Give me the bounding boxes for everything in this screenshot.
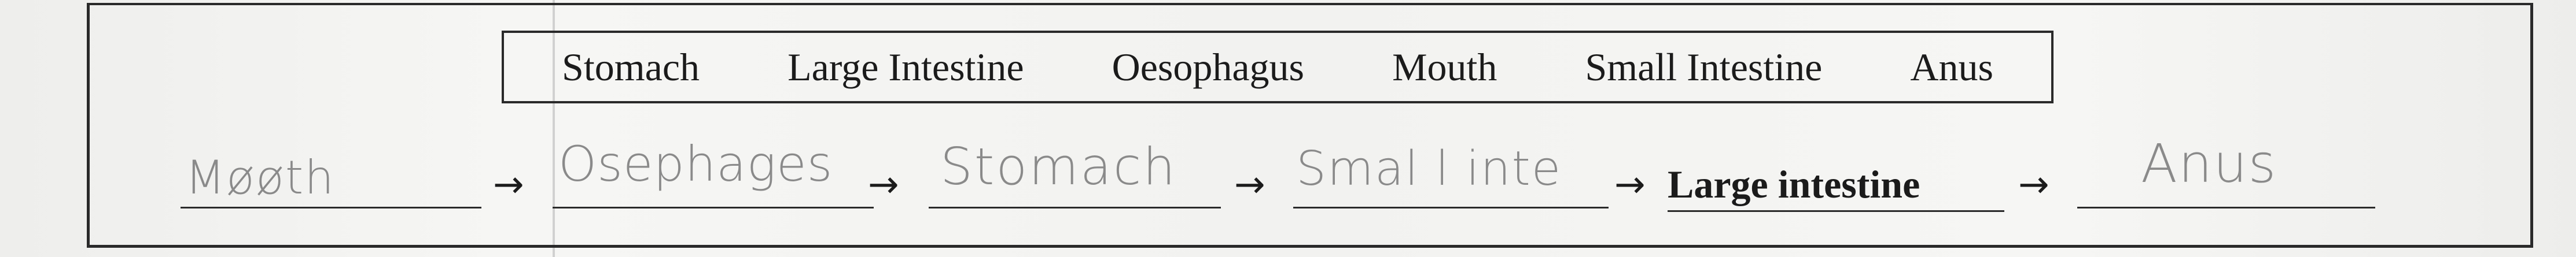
arrow-5: → <box>2018 163 2049 206</box>
handwritten-answer-1: Møøth <box>185 151 335 204</box>
word-bank-item: Small Intestine <box>1585 44 1823 89</box>
word-bank-item: Mouth <box>1392 44 1497 89</box>
answer-line-5 <box>2077 207 2375 208</box>
handwritten-answer-2: Osephages <box>558 136 833 192</box>
word-bank-item: Large Intestine <box>787 44 1024 89</box>
word-bank-item: Stomach <box>562 44 700 89</box>
handwritten-answer-4: Smal l inte <box>1296 141 1562 196</box>
arrow-3: → <box>1234 163 1265 206</box>
given-answer-underline <box>1668 210 2004 212</box>
handwritten-answer-3: Stomach <box>940 137 1177 196</box>
answer-line-3 <box>929 207 1221 208</box>
answer-line-2 <box>553 207 874 208</box>
given-answer: Large intestine <box>1668 162 1920 206</box>
handwritten-answer-5: Anus <box>2141 133 2277 195</box>
word-bank-box <box>502 31 2054 103</box>
answer-line-4 <box>1293 207 1609 208</box>
word-bank-item: Oesophagus <box>1112 44 1304 89</box>
arrow-4: → <box>1614 163 1646 206</box>
answer-line-1 <box>181 207 481 208</box>
arrow-2: → <box>868 163 899 206</box>
word-bank-item: Anus <box>1910 44 1993 89</box>
arrow-1: → <box>493 163 524 206</box>
